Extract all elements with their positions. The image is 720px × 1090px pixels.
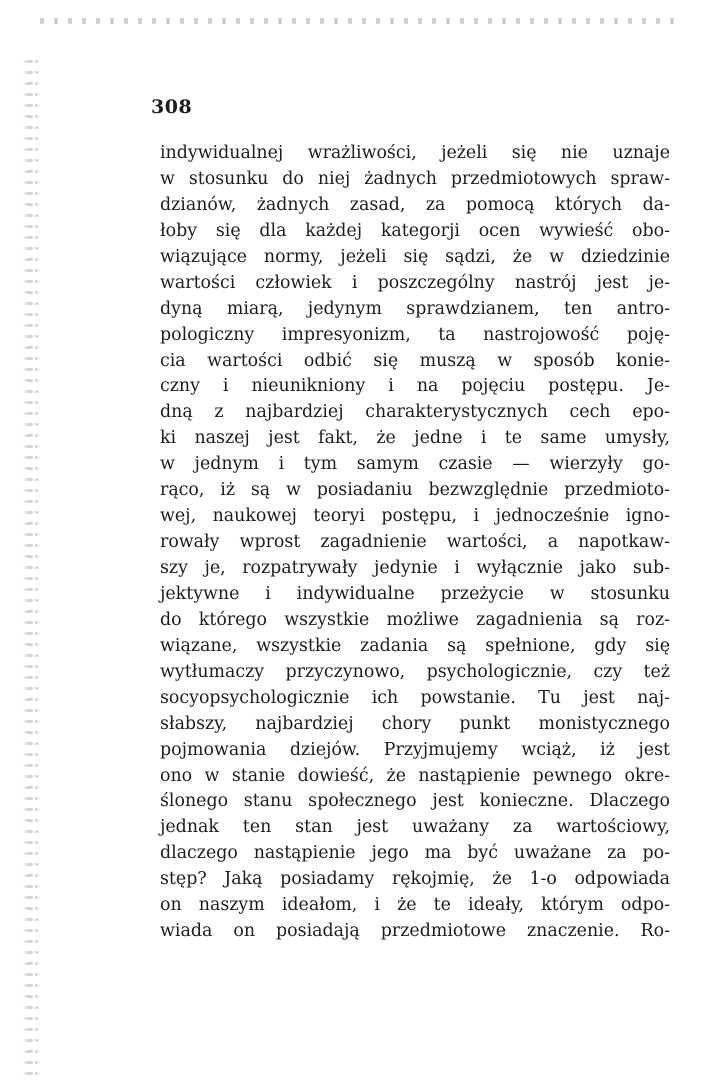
text-line: łoby się dla każdej kategorji ocen wywieść obo- — [160, 220, 670, 241]
text-line: wiada on posiadają przedmiotowe znaczenie. Ro- — [160, 921, 670, 942]
text-line: socyopsychologicznie ich powstanie. Tu jest naj- — [160, 687, 670, 708]
text-line: rowały wprost zagadnienie wartości, a napotkaw- — [160, 532, 670, 553]
text-line: on naszym ideałom, i że te ideały, którym odpo- — [160, 895, 670, 916]
text-line: w stosunku do niej żadnych przedmiotowych spraw- — [160, 168, 670, 189]
text-line: jednak ten stan jest uważany za wartościowy, — [160, 817, 670, 838]
text-line: szy je, rozpatrywały jedynie i wyłącznie jako sub- — [160, 558, 670, 578]
text-line: rąco, iż są w posiadaniu bezwzględnie przedmioto- — [160, 480, 670, 501]
text-line: dlaczego nastąpienie jego ma być uważane za po- — [160, 843, 670, 864]
scan-gutter-shadow — [22, 60, 44, 1080]
text-line: dną z najbardziej charakterystycznych cech epo- — [160, 402, 670, 423]
body-text — [160, 141, 670, 945]
text-line: słabszy, najbardziej chory punkt monistycznego — [160, 713, 670, 734]
text-line: pojmowania dziejów. Przyjmujemy wciąż, iż jest — [160, 739, 670, 760]
text-line: ki naszej jest fakt, że jedne i te same umysły, — [160, 428, 670, 449]
text-line: wartości człowiek i poszczególny nastrój jest je- — [160, 272, 670, 293]
text-line: wiązujące normy, jeżeli się sądzi, że w dziedzinie — [160, 246, 670, 267]
text-line: dyną miarą, jedynym sprawdzianem, ten antro- — [160, 298, 670, 319]
text-line: pologiczny impresyonizm, ta nastrojowość poję- — [160, 324, 670, 345]
text-line: czny i nieunikniony i na pojęciu postępu. Je- — [160, 376, 670, 397]
page-number: 308 — [151, 96, 193, 118]
text-line: cia wartości odbić się muszą w sposób konie- — [160, 350, 670, 371]
text-line: ślonego stanu społecznego jest konieczne. Dlaczego — [160, 791, 670, 812]
scan-top-edge — [40, 18, 680, 24]
text-line: dzianów, żadnych zasad, za pomocą których da- — [160, 194, 670, 215]
text-line: indywidualnej wrażliwości, jeżeli się nie uznaje — [160, 143, 670, 163]
text-line: jektywne i indywidualne przeżycie w stosunku — [160, 583, 670, 604]
text-line: ono w stanie dowieść, że nastąpienie pewnego okre- — [160, 765, 670, 786]
text-line: wiązane, wszystkie zadania są spełnione, gdy się — [160, 635, 670, 656]
text-line: wytłumaczy przyczynowo, psychologicznie, czy też — [160, 661, 670, 682]
text-line: wej, naukowej teoryi postępu, i jednocześnie igno- — [160, 506, 670, 527]
text-line: stęp? Jaką posiadamy rękojmię, że 1-o odpowiada — [160, 869, 670, 890]
text-line: do którego wszystkie możliwe zagadnienia są roz- — [160, 609, 670, 630]
text-line: w jednym i tym samym czasie — wierzyły go- — [160, 454, 670, 475]
